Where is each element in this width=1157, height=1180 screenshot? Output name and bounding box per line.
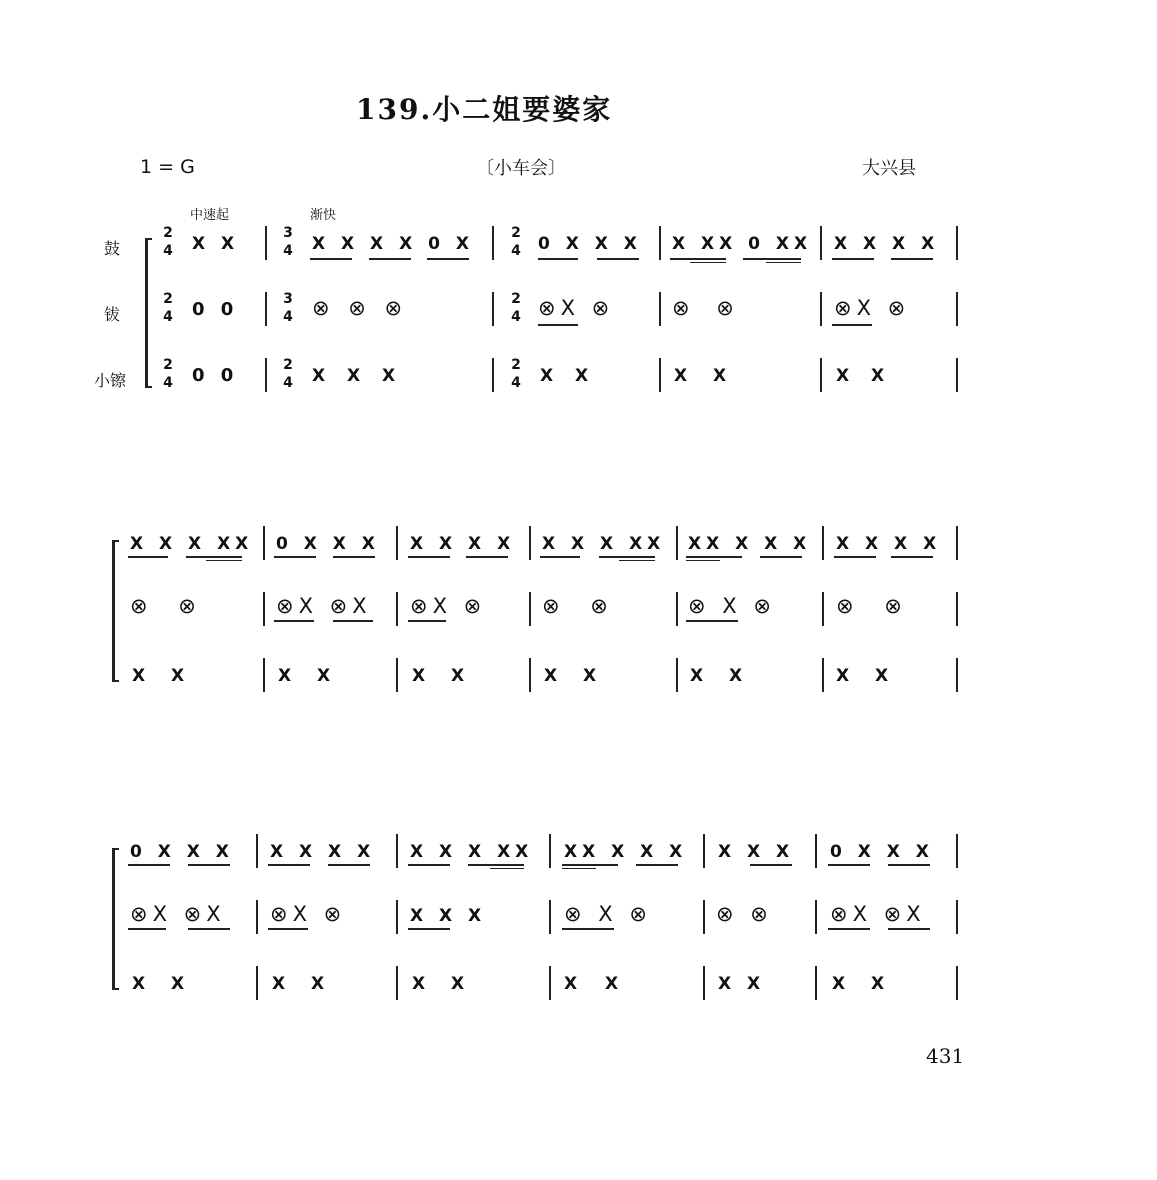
style-label: 〔小车会〕 [476, 158, 566, 179]
beam [636, 864, 678, 866]
drum-measure: X X X X [836, 534, 942, 554]
beam [408, 928, 450, 930]
bar-line [263, 526, 265, 560]
bar-line [820, 358, 822, 392]
drum-measure: X X X X 0 X [312, 234, 474, 254]
cymbal-measure: ⊗X ⊗X [130, 902, 226, 926]
cymbal-measure: ⊗ ⊗ ⊗ [312, 296, 409, 320]
bar-line [263, 592, 265, 626]
drum-measure: X X X XX [410, 842, 534, 862]
bar-line [815, 900, 817, 934]
drum-measure: 0 X X X [538, 234, 642, 254]
beam [128, 928, 166, 930]
drum-measure: XX X X X [688, 534, 812, 554]
small-cymbal-measure: X X [412, 974, 475, 994]
bar-line [396, 966, 398, 1000]
time-signature: $\frac{2}{4}$ [508, 292, 524, 324]
cymbal-measure: ⊗X ⊗ [834, 296, 911, 320]
beam [562, 928, 614, 930]
small-cymbal-measure: X X [278, 666, 341, 686]
bar-line [256, 834, 258, 868]
bar-line [396, 834, 398, 868]
drum-measure: 0 X X X [276, 534, 380, 554]
drum-measure: XX X X X [564, 842, 688, 862]
bar-line [703, 966, 705, 1000]
bar-line [529, 658, 531, 692]
system-1-bracket [145, 238, 148, 388]
tempo-mark-start: 中速起 [190, 208, 230, 223]
bar-line [815, 834, 817, 868]
beam [333, 620, 373, 622]
time-signature: $\frac{2}{4}$ [280, 358, 296, 390]
small-cymbal-measure: X X [564, 974, 630, 994]
double-beam [619, 556, 655, 561]
small-cymbal-measure: X X X [312, 366, 404, 386]
drum-measure: X X X [718, 842, 795, 862]
small-cymbal-measure: X X [540, 366, 597, 386]
system-3-bracket [112, 848, 115, 990]
beam [888, 928, 930, 930]
cymbal-measure: 0 0 [192, 299, 239, 320]
small-cymbal-measure: X X [132, 974, 195, 994]
bar-line [396, 900, 398, 934]
small-cymbal-measure: X X [836, 366, 893, 386]
bar-line [529, 592, 531, 626]
double-beam [206, 556, 242, 561]
instrument-label-cymbal: 钹 [104, 305, 121, 324]
time-signature: $\frac{2}{4}$ [160, 358, 176, 390]
bar-line [659, 292, 661, 326]
drum-measure: 0 X X X [830, 842, 934, 862]
bar-line [676, 592, 678, 626]
cymbal-measure: ⊗X ⊗X [830, 902, 926, 926]
beam [891, 556, 933, 558]
drum-measure: X X [192, 234, 240, 254]
bar-line [820, 226, 822, 260]
double-beam [686, 556, 720, 561]
small-cymbal-measure: X X [132, 666, 195, 686]
beam [188, 928, 230, 930]
beam [369, 258, 411, 260]
bar-line [703, 834, 705, 868]
bar-line [956, 292, 958, 326]
beam [832, 258, 874, 260]
beam [828, 928, 870, 930]
bar-line [676, 658, 678, 692]
bar-line [659, 358, 661, 392]
beam [408, 620, 446, 622]
small-cymbal-measure: X X [832, 974, 895, 994]
instrument-label-small-cymbal: 小镲 [94, 371, 127, 390]
drum-measure: X X X X [834, 234, 940, 254]
drum-measure: X X X X [410, 534, 516, 554]
small-cymbal-measure: X X [412, 666, 475, 686]
cymbal-measure: ⊗ X ⊗ [688, 594, 776, 618]
bar-line [492, 358, 494, 392]
drum-measure: X X X X [270, 842, 376, 862]
beam [128, 556, 168, 558]
bar-line [956, 658, 958, 692]
beam [466, 556, 508, 558]
beam [597, 258, 639, 260]
bar-line [956, 526, 958, 560]
key-signature: 1 = G [140, 156, 195, 178]
time-signature: $\frac{3}{4}$ [280, 226, 296, 258]
beam [832, 324, 872, 326]
bar-line [265, 358, 267, 392]
cymbal-measure: ⊗X ⊗X [276, 594, 372, 618]
beam [268, 864, 310, 866]
bar-line [492, 292, 494, 326]
bar-line [822, 526, 824, 560]
small-cymbal-measure: X X [272, 974, 335, 994]
small-cymbal-measure: X X [674, 366, 737, 386]
instrument-label-drum: 鼓 [104, 239, 121, 258]
small-cymbal-measure: X X [718, 974, 766, 994]
bar-line [703, 900, 705, 934]
bar-line [256, 900, 258, 934]
bar-line [263, 658, 265, 692]
bar-line [956, 226, 958, 260]
drum-measure: X X X XX [130, 534, 254, 554]
beam [188, 864, 230, 866]
beam [333, 556, 375, 558]
double-beam [490, 864, 524, 869]
system-2-bracket [112, 540, 115, 682]
cymbal-measure: ⊗X ⊗ [538, 296, 615, 320]
drum-measure: 0 X X X [130, 842, 234, 862]
beam [427, 258, 469, 260]
beam [750, 864, 792, 866]
bar-line [265, 292, 267, 326]
beam [540, 556, 580, 558]
beam [686, 620, 738, 622]
bar-line [956, 834, 958, 868]
bar-line [822, 658, 824, 692]
time-signature: $\frac{2}{4}$ [160, 292, 176, 324]
bar-line [549, 834, 551, 868]
cymbal-measure: ⊗ ⊗ [836, 594, 914, 618]
bar-line [676, 526, 678, 560]
beam [828, 864, 870, 866]
bar-line [396, 658, 398, 692]
beam [888, 864, 930, 866]
cymbal-measure: ⊗ ⊗ [716, 902, 773, 926]
time-signature: $\frac{2}{4}$ [160, 226, 176, 258]
cymbal-measure: ⊗ ⊗ [672, 296, 744, 320]
beam [274, 556, 316, 558]
small-cymbal-measure: X X [690, 666, 753, 686]
bar-line [492, 226, 494, 260]
bar-line [820, 292, 822, 326]
bar-line [396, 592, 398, 626]
beam [128, 864, 170, 866]
cymbal-measure: ⊗ ⊗ [130, 594, 208, 618]
time-signature: $\frac{2}{4}$ [508, 358, 524, 390]
cymbal-measure: ⊗ X ⊗ [564, 902, 652, 926]
small-cymbal-measure: X X [836, 666, 899, 686]
bar-line [822, 592, 824, 626]
cymbal-measure: X X X [410, 906, 487, 926]
drum-measure: X XX 0 XX [672, 234, 813, 254]
beam [328, 864, 370, 866]
double-beam [690, 258, 726, 263]
beam [274, 620, 314, 622]
bar-line [815, 966, 817, 1000]
time-signature: $\frac{2}{4}$ [508, 226, 524, 258]
small-cymbal-measure: 0 0 [192, 365, 239, 386]
cymbal-measure: ⊗ ⊗ [542, 594, 620, 618]
beam [268, 928, 308, 930]
small-cymbal-measure: X X [544, 666, 607, 686]
bar-line [529, 526, 531, 560]
beam [538, 258, 578, 260]
bar-line [256, 966, 258, 1000]
bar-line [549, 966, 551, 1000]
double-beam [766, 258, 801, 263]
bar-line [549, 900, 551, 934]
bar-line [396, 526, 398, 560]
drum-measure: X X X XX [542, 534, 666, 554]
beam [760, 556, 802, 558]
page-number: 431 [926, 1044, 965, 1068]
double-beam [562, 864, 596, 869]
beam [310, 258, 352, 260]
time-signature: $\frac{3}{4}$ [280, 292, 296, 324]
bar-line [956, 900, 958, 934]
bar-line [956, 592, 958, 626]
bar-line [956, 358, 958, 392]
cymbal-measure: ⊗X ⊗ [410, 594, 487, 618]
beam [834, 556, 876, 558]
page-title: 139.小二姐要婆家 [356, 93, 613, 126]
beam [538, 324, 578, 326]
tempo-mark-accel: 渐快 [310, 208, 337, 223]
cymbal-measure: ⊗X ⊗ [270, 902, 347, 926]
bar-line [956, 966, 958, 1000]
bar-line [659, 226, 661, 260]
beam [891, 258, 933, 260]
location-label: 大兴县 [862, 158, 916, 179]
beam [408, 864, 450, 866]
beam [408, 556, 450, 558]
bar-line [265, 226, 267, 260]
